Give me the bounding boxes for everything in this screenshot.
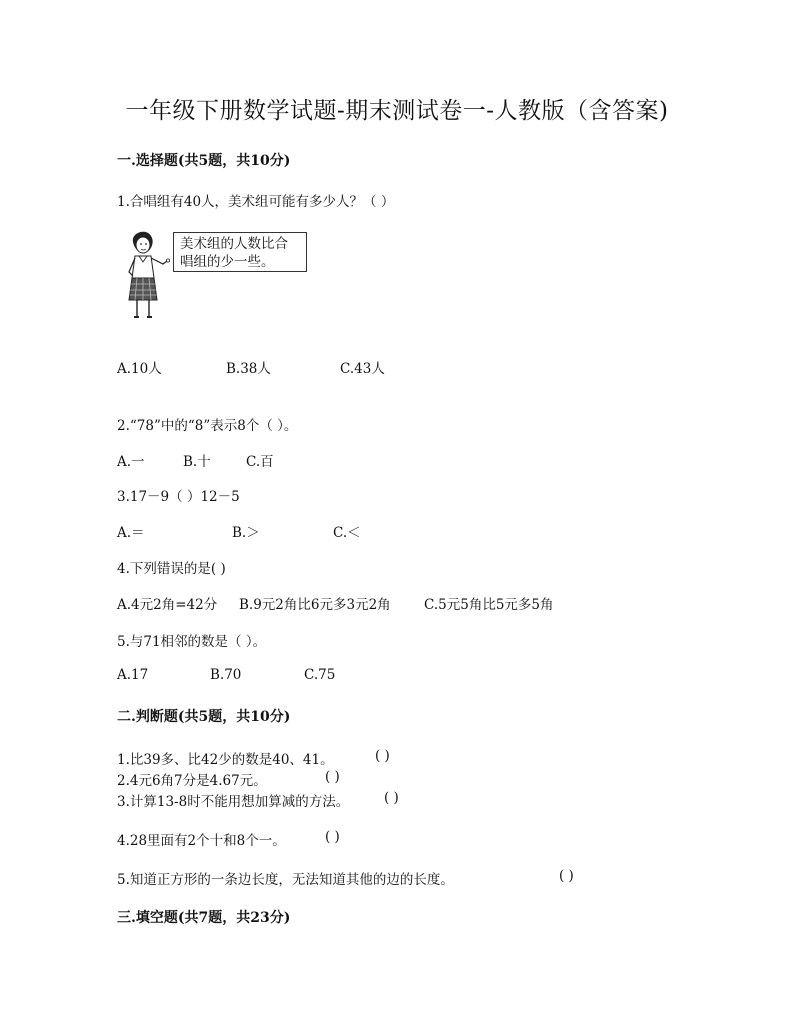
judge-3-text: 3.计算13-8时不能用想加算减的方法。 [117,794,350,810]
judge-2-blank: ( ) [325,769,340,785]
speech-bubble [173,232,307,272]
teacher-illustration [117,228,177,324]
question-2-option-c: C.百 [246,454,274,470]
section-heading-choice: 一.选择题(共5题，共10分) [117,153,291,169]
question-1-option-c: C.43人 [340,361,385,377]
question-2-stem: 2.“78”中的“8”表示8个（ ）。 [117,418,298,434]
question-5-stem: 5.与71相邻的数是（ ）。 [117,634,267,650]
judge-5-text: 5.知道正方形的一条边长度，无法知道其他的边的长度。 [117,872,454,888]
judge-5-blank: ( ) [559,868,574,884]
judge-1-text: 1.比39多、比42少的数是40、41。 [117,752,334,768]
judge-4-text: 4.28里面有2个十和8个一。 [117,833,286,849]
question-1-option-b: B.38人 [226,361,271,377]
section-heading-fill: 三.填空题(共7题，共23分) [117,910,291,926]
speech-bubble-line-2: 唱组的少一些。 [180,254,275,270]
judge-2-text: 2.4元6角7分是4.67元。 [117,773,267,789]
question-2-option-a: A.一 [117,454,145,470]
question-4-option-a: A.4元2角=42分 [117,597,218,613]
page-title: 一年级下册数学试题-期末测试卷一-人教版（含答案) [125,98,669,124]
question-1-stem: 1.合唱组有40人，美术组可能有多少人？（ ） [117,194,395,210]
judge-1-blank: ( ) [375,748,390,764]
judge-3-blank: ( ) [384,790,399,806]
section-heading-judge: 二.判断题(共5题，共10分) [117,709,291,725]
question-4-option-c: C.5元5角比5元多5角 [424,597,554,613]
question-1-figure [117,228,317,324]
question-4-option-b: B.9元2角比6元多3元2角 [239,597,391,613]
question-5-option-c: C.75 [304,667,336,683]
question-3-stem: 3.17－9（ ）12－5 [117,489,240,505]
question-5-option-a: A.17 [117,667,149,683]
question-5-option-b: B.70 [210,667,242,683]
speech-bubble-line-1: 美术组的人数比合 [180,236,288,252]
question-3-option-a: A.＝ [117,525,145,541]
question-1-option-a: A.10人 [117,361,162,377]
question-3-option-c: C.＜ [333,525,361,541]
question-2-option-b: B.十 [183,454,211,470]
question-3-option-b: B.＞ [232,525,260,541]
judge-4-blank: ( ) [325,829,340,845]
question-4-stem: 4.下列错误的是( ) [117,561,226,577]
